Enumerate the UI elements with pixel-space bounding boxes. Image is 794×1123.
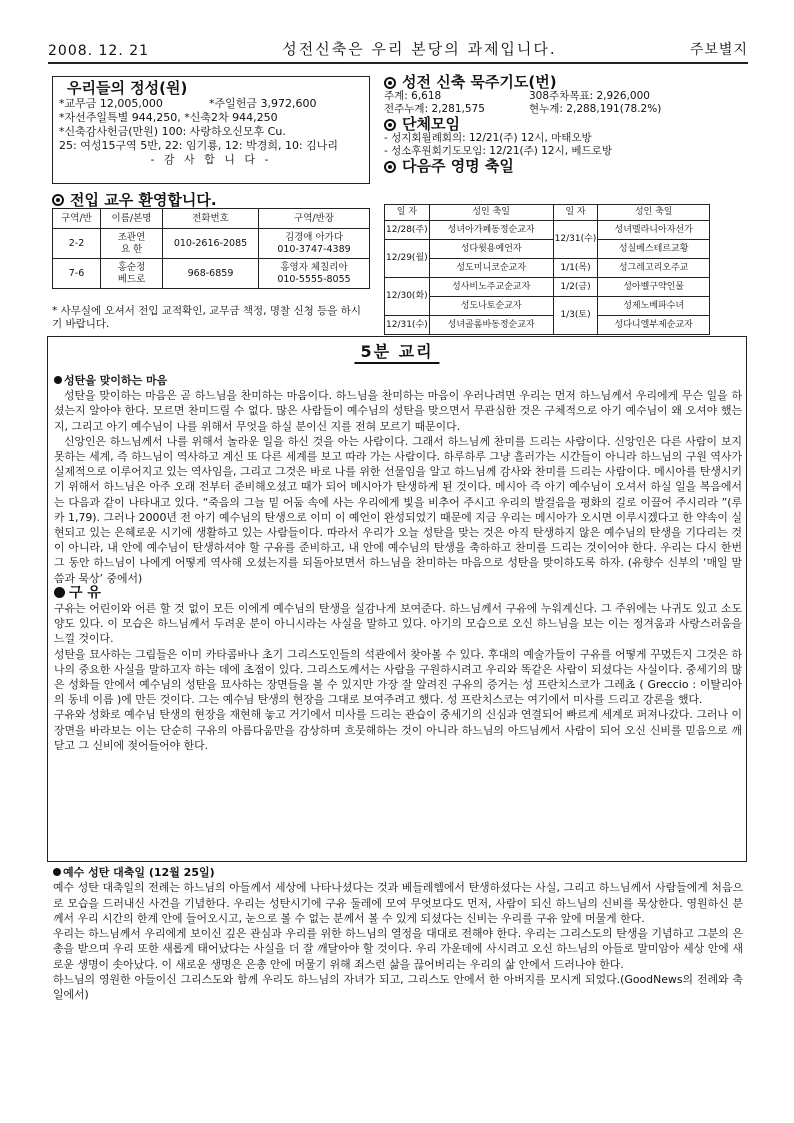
prayer-stats xyxy=(384,90,710,116)
table-row: 7-6 홍순정 베드로 968-6859 홍영자 체칠리아 010-5555-8055 xyxy=(53,259,370,289)
prayer-title: 성전 신축 묵주기도(번) xyxy=(402,73,557,91)
article-body xyxy=(54,371,742,753)
table-row: 12/31(수) 성녀골롬바동정순교자 성다니엘부제순교자 xyxy=(385,316,710,335)
section-heading: 성탄을 맞이하는 마음 xyxy=(54,373,742,388)
prayer-weekly: 주계: 6,618 xyxy=(384,90,442,102)
target-bullet-icon xyxy=(384,119,396,131)
offering-tithe: *교무금 12,005,000 xyxy=(59,97,163,110)
col-phone: 전화번호 xyxy=(163,209,259,229)
list-item: - 성지회월례회의: 12/21(주) 12시, 마태오방 xyxy=(384,132,592,144)
paragraph: 구유와 성화로 예수님 탄생의 현장을 재현해 놓고 거기에서 미사를 드리는 관습이 중세기의 신심과 연결되어 빠르게 세계로 퍼져나갔다. 그러나 이 장면을 바라보는 이는 단순히 구유의 아름다움만을 감상하며 흐뭇해하는 것이 아니라 하느님의 아드님께서 사람이 되어 오신 신비를 믿음으로 깨닫고 그 신비에 젖어들어야 한다. xyxy=(54,708,742,752)
offering-title: 우리들의 정성(원) xyxy=(67,79,188,97)
offering-row-4: 25: 여성15구역 5반, 22: 임기룡, 12: 박경희, 10: 김나리 xyxy=(59,139,339,152)
col-leader: 구역/반장 xyxy=(259,209,370,229)
welcome-heading xyxy=(52,189,217,210)
offering-row-1 xyxy=(59,97,363,111)
offering-box xyxy=(52,76,370,184)
list-item: - 성소후원회기도모임: 12/21(주) 12시, 베드로방 xyxy=(384,145,612,157)
section-heading: 예수 성탄 대축일 (12월 25일) xyxy=(53,865,743,880)
target-bullet-icon xyxy=(384,161,396,173)
page-title: 성전신축은 우리 본당의 과제입니다. xyxy=(282,40,557,58)
paragraph: 구유는 어린이와 어른 할 것 없이 모든 이에게 예수님의 탄생을 실감나게 보여준다. 하느님께서 구유에 누워계신다. 그 주위에는 나귀도 있고 소도 양도 있다. 이 모습은 하느님께서 두려운 분이 아니시라는 사실을 말하고 있다. 아기의 모습으로 오신 하느님을 보는 이는 정겨움과 사랑스러움을 느낄 것이다. xyxy=(54,602,742,646)
feast-title: 다음주 영명 축일 xyxy=(402,157,514,175)
welcome-note: * 사무실에 오셔서 전입 교적확인, 교무금 책정, 명찰 신청 등을 하시기 바랍니다. xyxy=(52,305,362,330)
prayer-current-total: 현누계: 2,288,191(78.2%) xyxy=(529,103,662,115)
groups-heading xyxy=(384,115,710,133)
offering-row-2: *자선주일특별 944,250, *신축2차 944,250 xyxy=(59,111,278,124)
offering-sunday: *주일헌금 3,972,600 xyxy=(209,97,317,110)
feast-heading xyxy=(384,157,710,175)
bulletin-date: 2008. 12. 21 xyxy=(48,43,150,59)
doctrine-article xyxy=(47,336,747,862)
target-bullet-icon xyxy=(384,77,396,89)
table-row: 2-2 조관연 요 한 010-2616-2085 김경애 아가다 010-3747-4389 xyxy=(53,229,370,259)
prayer-target: 308주차목표: 2,926,000 xyxy=(529,90,650,102)
feast-table: 일 자 성인 축일 일 자 성인 축일 12/28(주) 성녀아가페동정순교자 12/31(수) 성녀멜라니아자선가 12/29(월) 성다윗용예언자 성실베스테르교황 성도미니코순교자 1/1(목) 성그레고리오주교 12/30(화) 성사비노주교순교자 1/2(금) 성아벨구약인물 성도나토순교자 1/3(토) 성제노베파수녀 12/31(수) 성녀골롬바동정순교자 성다니엘부제순교자 xyxy=(384,204,710,335)
section-heading: 구 유 xyxy=(54,586,742,601)
right-column xyxy=(384,73,710,175)
target-bullet-icon xyxy=(52,194,64,206)
paragraph: 성탄을 묘사하는 그림들은 이미 카타콤바나 초기 그리스도인들의 석관에서 찾아볼 수 있다. 후대의 예술가들이 구유를 어떻게 꾸몄든지 그것은 하나의 중요한 사실을 말하고자 하는 데에 초점이 있다. 그리스도께서는 사람을 구원하시려고 우리와 똑같은 사람이 되셨다는 사실이다. 중세기의 많은 성화들 안에서 예수님의 성탄을 묘사하는 장면들을 볼 수 있지만 가장 잘 알려진 구유의 증거는 성 프란치스코가 그레쵸 ( Greccio : 이탈리아의 동네 이름 )에 만든 것이다. 그는 예수님 탄생의 현장을 그대로 보여주려고 했다. 성 프란치스코는 여기에서 미사를 드리고 강론을 했다. xyxy=(54,647,742,707)
article-title: 5분 교리 xyxy=(354,339,439,364)
col-name: 이름/본명 xyxy=(101,209,163,229)
welcome-title: 전입 교우 환영합니다. xyxy=(70,191,217,209)
table-row: 성도미니코순교자 1/1(목) 성그레고리오주교 xyxy=(385,259,710,278)
table-row: 12/30(화) 성사비노주교순교자 1/2(금) 성아벨구약인물 xyxy=(385,278,710,297)
bulletin-label: 주보별지 xyxy=(689,42,748,58)
prayer-prev-total: 전주누계: 2,281,575 xyxy=(384,103,485,115)
bullet-icon xyxy=(54,376,62,384)
offering-thanks: - 감 사 합 니 다 - xyxy=(150,153,272,166)
paragraph: 하느님의 영원한 아들이신 그리스도와 함께 우리도 하느님의 자녀가 되고, 그리스도 안에서 한 아버지를 모시게 되었다.(GoodNews의 전례와 축일에서) xyxy=(53,973,743,1002)
offering-row-3: *신축감사헌금(만원) 100: 사랑하오신모후 Cu. xyxy=(59,125,286,138)
col-area: 구역/반 xyxy=(53,209,101,229)
paragraph: 신앙인은 하느님께서 나를 위해서 놀라운 일을 하신 것을 아는 사람이다. 그래서 하느님께 찬미를 드리는 사람이다. 신앙인은 다른 사람이 보지 못하는 세계, 즉 하느님이 역사하고 계신 또 다른 세계를 보고 따라 가는 사람이다. 하루하루 그냥 흘러가는 시간들이 아니라 하느님의 구원 역사가 실제적으로 이루어지고 있는 역사임을, 그리고 그것은 바로 나를 위한 선물임을 알고 하느님께 감사와 찬미를 드리는 사람이다. 메시아를 탄생시키기 위해서 하느님은 아주 오래 전부터 준비해오셨고 때가 되어 메시아가 탄생하게 된 것이다. 메시아 즉 아기 예수님이 오셔서 하실 일을 복음에서는 다음과 같이 나타내고 있다. “죽음의 그늘 밑 어둠 속에 사는 우리에게 빛을 비추어 주시고 우리의 발걸음을 평화의 길로 이끌어 주시리라 ”(루카 1,79). 그러나 2000년 전 아기 예수님의 탄생으로 이미 이 예언이 완성되었기 때문에 지금 우리는 메시아가 오시면 이루시겠다고 한 약속이 실현되고 있는 은혜로운 시기에 생활하고 있는 사람들이다. 따라서 우리가 오늘 성탄을 맞는 것은 아직 탄생하지 않은 예수님의 탄생을 기다리는 것이 아니라, 내 안에 예수님이 탄생하셔야 할 구유를 준비하고, 내 안에 예수님의 탄생을 축하하고 찬미를 드리는 것이어야 한다. 우리는 다시 한번 그 동안 하느님이 나에게 어떻게 역사해 오셨는지를 되돌아보면서 하느님을 찬미하는 마음으로 성탄을 맞이하도록 하자. (유향수 신부의 ‘매일 말씀과 묵상’ 중에서) xyxy=(54,434,742,585)
bullet-icon xyxy=(53,868,61,876)
table-row: 12/28(주) 성녀아가페동정순교자 12/31(수) 성녀멜라니아자선가 xyxy=(385,221,710,240)
page-header xyxy=(48,40,748,64)
paragraph: 예수 성탄 대축일의 전례는 하느님의 아들께서 세상에 나타나셨다는 것과 베들레헴에서 탄생하셨다는 사실, 그리고 하느님께서 사람들에게 처음으로 모습을 드러내신 사건을 기념한다. 우리는 성탄시기에 구유 둘레에 모여 무엇보다도 먼저, 사람이 되신 하느님의 신비를 묵상한다. 영원하신 분께서 우리 시간의 한계 안에 들어오시고, 눈으로 볼 수 없는 분께서 볼 수 있게 되셨다는 신비는 우리를 구유 앞에 머물게 한다. xyxy=(53,881,743,925)
welcome-table xyxy=(52,208,370,289)
table-row: 12/29(월) 성다윗용예언자 성실베스테르교황 xyxy=(385,240,710,259)
paragraph: 우리는 하느님께서 우리에게 보이신 깊은 관심과 우리를 위한 하느님의 열정을 대대로 전해야 한다. 우리는 그리스도의 탄생을 기념하고 그분의 은총을 받으며 우리 또한 새롭게 태어났다는 사실을 더 잘 깨달아야 할 것이다. 우리 가운데에 사시려고 오신 하느님의 아들로 말미암아 세상 안에 새로운 생명이 솟아났다. 이 새로운 생명은 은총 안에 머물기 위해 죄스런 삶을 끊어버리는 우리의 삶 안에서 드러나야 한다. xyxy=(53,927,743,971)
groups-title: 단체모임 xyxy=(402,115,460,133)
table-row: 성도나토순교자 1/3(토) 성제노베파수녀 xyxy=(385,297,710,316)
groups-list xyxy=(384,132,710,158)
christmas-feast-section xyxy=(53,865,743,1003)
paragraph: 성탄을 맞이하는 마음은 곧 하느님을 찬미하는 마음이다. 하느님을 찬미하는 마음이 우러나려면 우리는 먼저 하느님께서 우리에게 무슨 일을 하셨는지 알아야 한다. 모르면 찬미드릴 수 없다. 많은 사람들이 예수님의 성탄을 맞으면서 무관심한 것은 구체적으로 아기 예수님이 왜 오셔야 했는지, 그리고 아기 예수님이 나를 위해서 무엇을 하실 분이신 지를 전혀 모르기 때문이다. xyxy=(54,389,742,433)
prayer-heading xyxy=(384,73,710,91)
bullet-icon xyxy=(54,587,65,598)
